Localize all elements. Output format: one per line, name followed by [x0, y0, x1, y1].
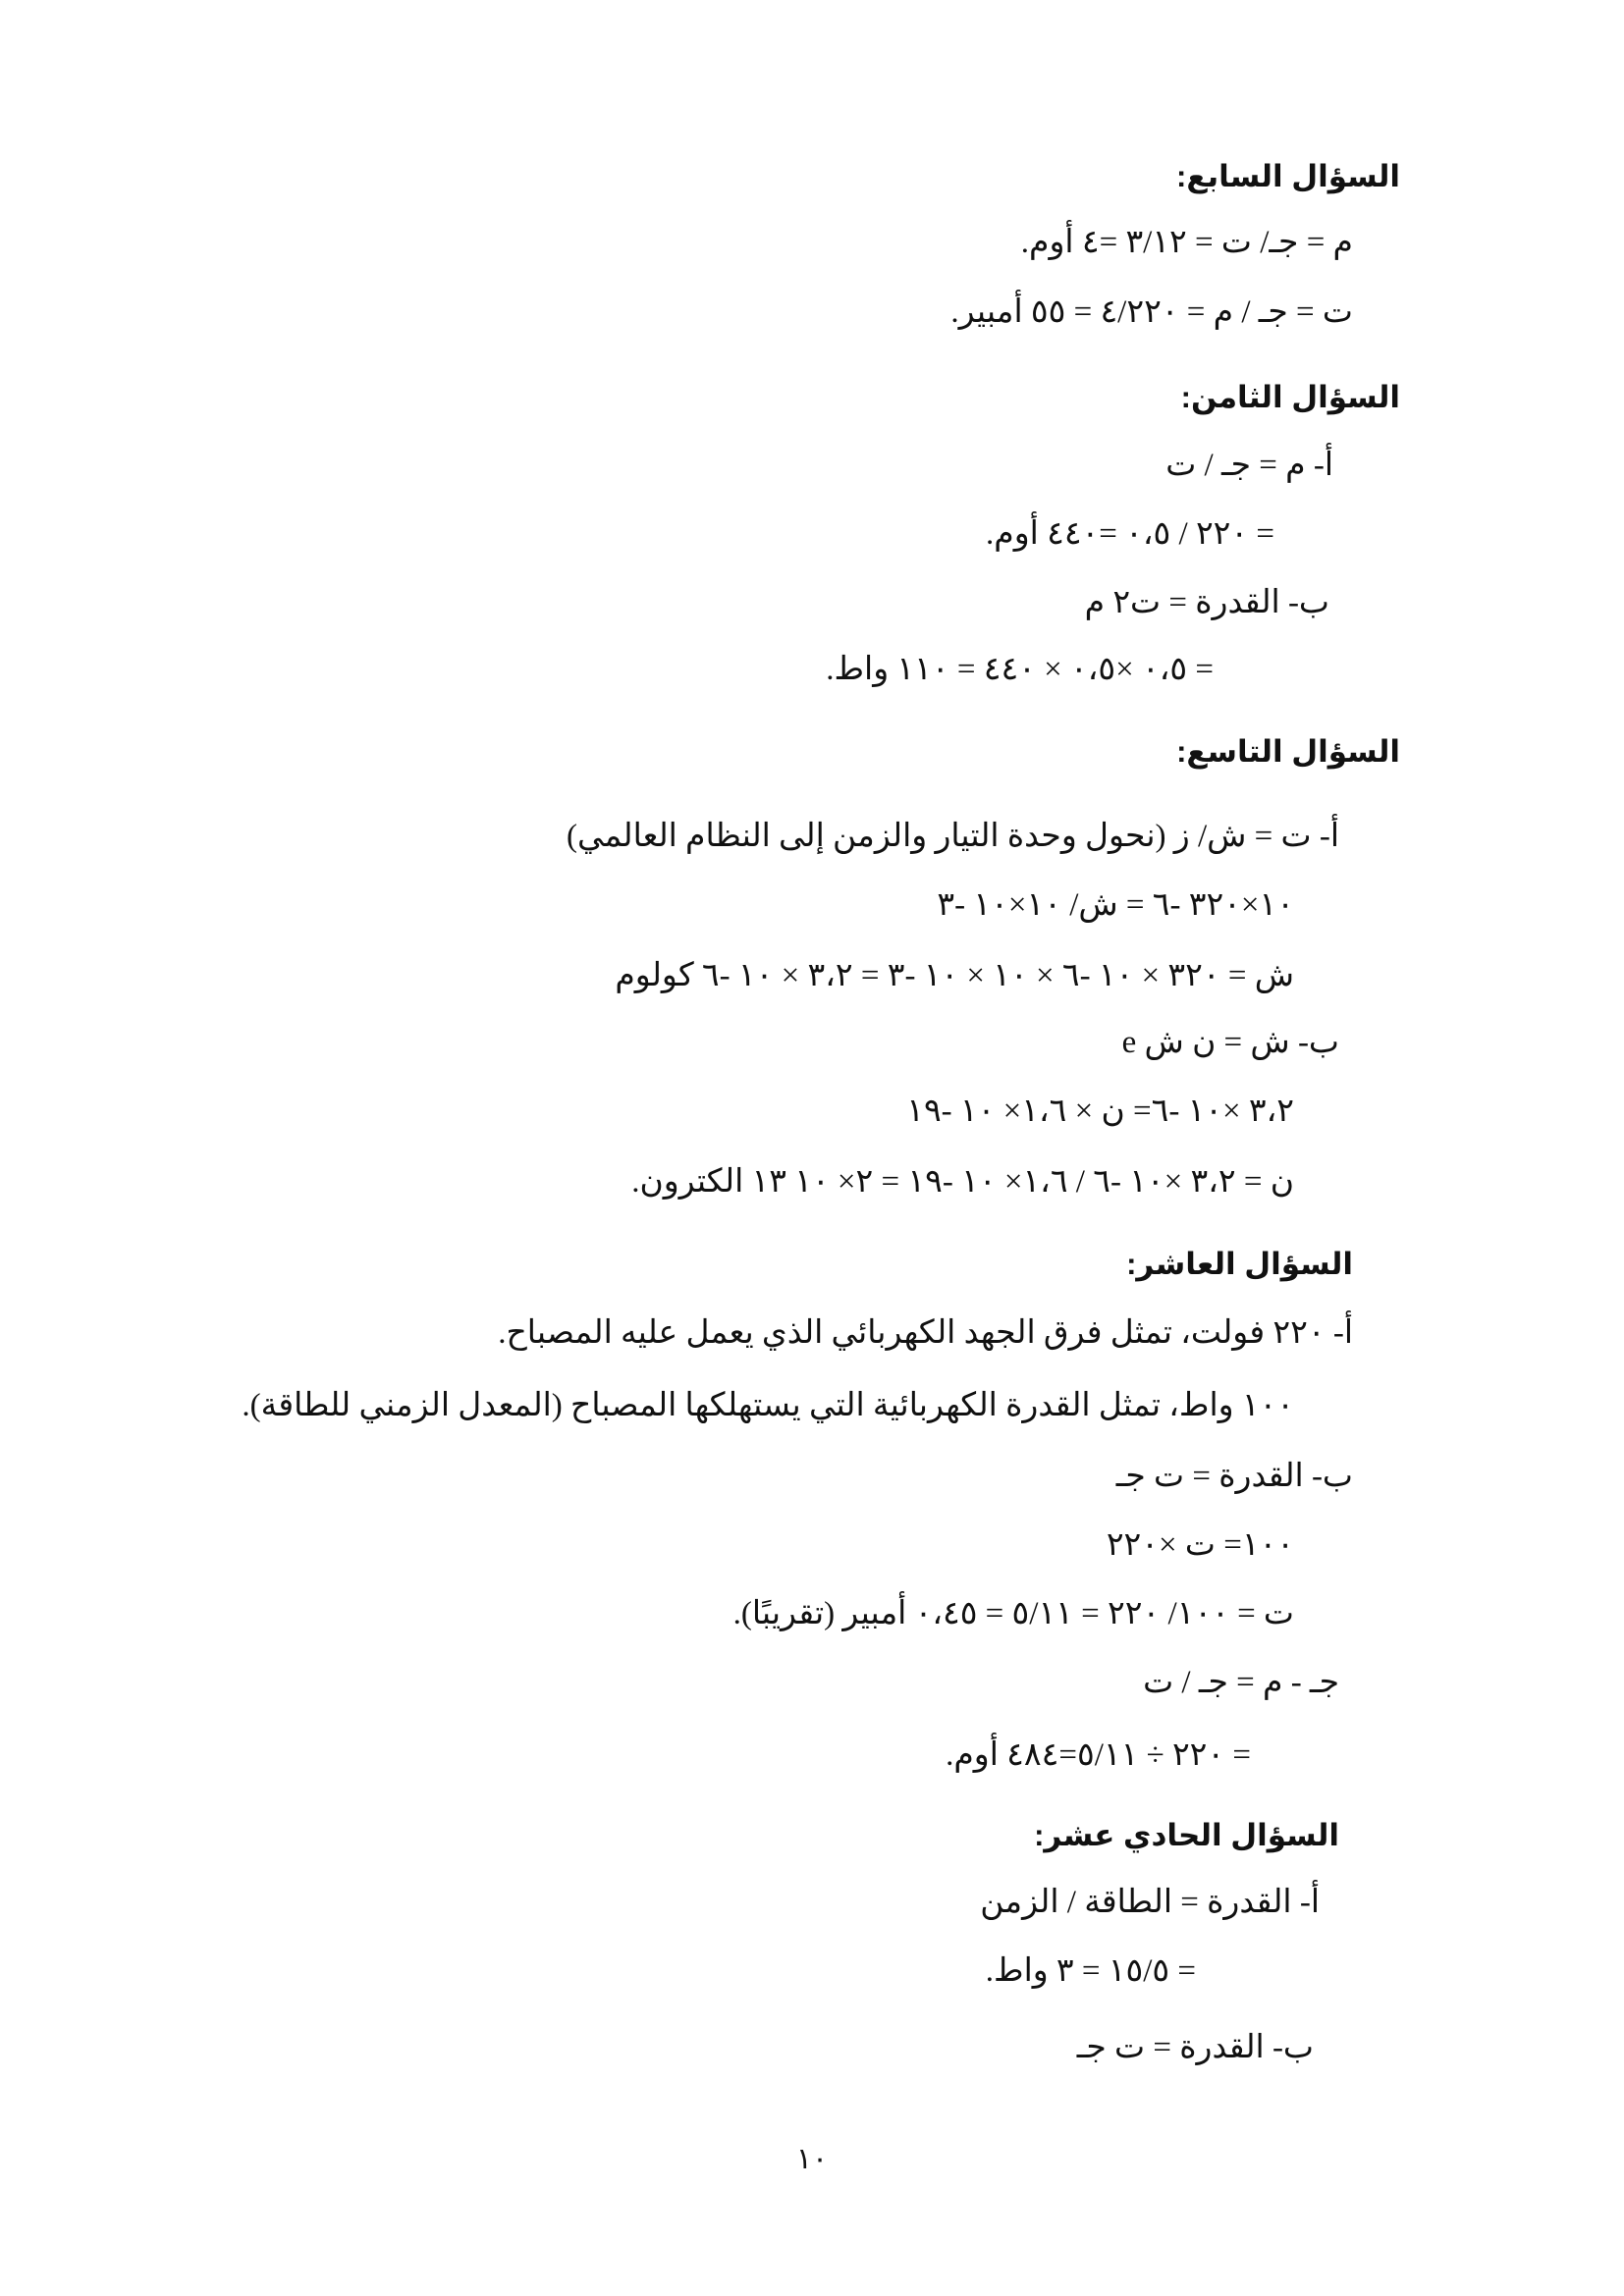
q9-b-line-3: ن = ٣،٢ ×١٠ -٦ / ١،٦× ١٠ -١٩ = ٢× ١٠ ١٣ الكترون.	[631, 1164, 1294, 1200]
q10-b-line-3: ت = ١٠٠/ ٢٢٠ = ٥/١١ = ٠،٤٥ أمبير (تقريبًا).	[732, 1596, 1294, 1631]
q9-a-line-2: ١٠×٣٢٠ -٦ = ش/ ١٠×١٠ -٣	[937, 887, 1294, 923]
q9-heading: السؤال التاسع:	[1176, 734, 1400, 769]
q7-line-1: م = جـ/ ت = ٣/١٢ =٤ أوم.	[1020, 225, 1353, 260]
q11-a-line-1: أ- القدرة = الطاقة / الزمن	[980, 1885, 1320, 1920]
q7-line-2: ت = جـ / م = ٤/٢٢٠ = ٥٥ أمبير.	[950, 294, 1353, 330]
page-number: ١٠	[795, 2143, 829, 2175]
q10-c-line-2: = ٢٢٠ ÷ ٥/١١=٤٨٤ أوم.	[946, 1737, 1251, 1773]
q8-a-line-1: أ- م = جـ / ت	[1165, 448, 1333, 483]
q11-heading: السؤال الحادي عشر:	[1034, 1818, 1339, 1852]
q10-a-line-2: ١٠٠ واط، تمثل القدرة الكهربائية التي يستهلكها المصباح (المعدل الزمني للطاقة).	[242, 1388, 1294, 1423]
q9-b-line-1: ب- ش = ن ش e	[1121, 1025, 1339, 1060]
q8-b-line-1: ب- القدرة = ت٢ م	[1084, 585, 1329, 620]
q10-c-line-1: جـ - م = جـ / ت	[1143, 1665, 1339, 1700]
q10-heading: السؤال العاشر:	[1126, 1247, 1353, 1281]
q9-a-line-1: أ- ت = ش/ ز (نحول وحدة التيار والزمن إلى النظام العالمي)	[566, 819, 1339, 854]
q7-heading: السؤال السابع:	[1176, 159, 1400, 193]
q8-b-line-2: = ٠،٥ ×٠،٥ × ٤٤٠ = ١١٠ واط.	[826, 652, 1214, 687]
q8-a-line-2: = ٢٢٠ / ٠،٥ =٤٤٠ أوم.	[986, 516, 1274, 552]
q9-b-line-2: ٣،٢ ×١٠ -٦= ن × ١،٦× ١٠ -١٩	[906, 1094, 1294, 1129]
q11-a-line-2: = ١٥/٥ = ٣ واط.	[985, 1953, 1196, 1989]
q10-b-line-1: ب- القدرة = ت جـ	[1115, 1459, 1353, 1494]
q8-heading: السؤال الثامن:	[1180, 380, 1400, 414]
q9-a-line-3: ش = ٣٢٠ × ١٠ -٦ × ١٠ × ١٠ -٣ = ٣،٢ × ١٠ -٦ كولوم	[615, 958, 1294, 993]
q10-b-line-2: ١٠٠= ت ×٢٢٠	[1106, 1527, 1294, 1563]
q11-b-line-1: ب- القدرة = ت جـ	[1076, 2030, 1314, 2065]
q10-a-line-1: أ- ٢٢٠ فولت، تمثل فرق الجهد الكهربائي الذي يعمل عليه المصباح.	[498, 1315, 1353, 1351]
